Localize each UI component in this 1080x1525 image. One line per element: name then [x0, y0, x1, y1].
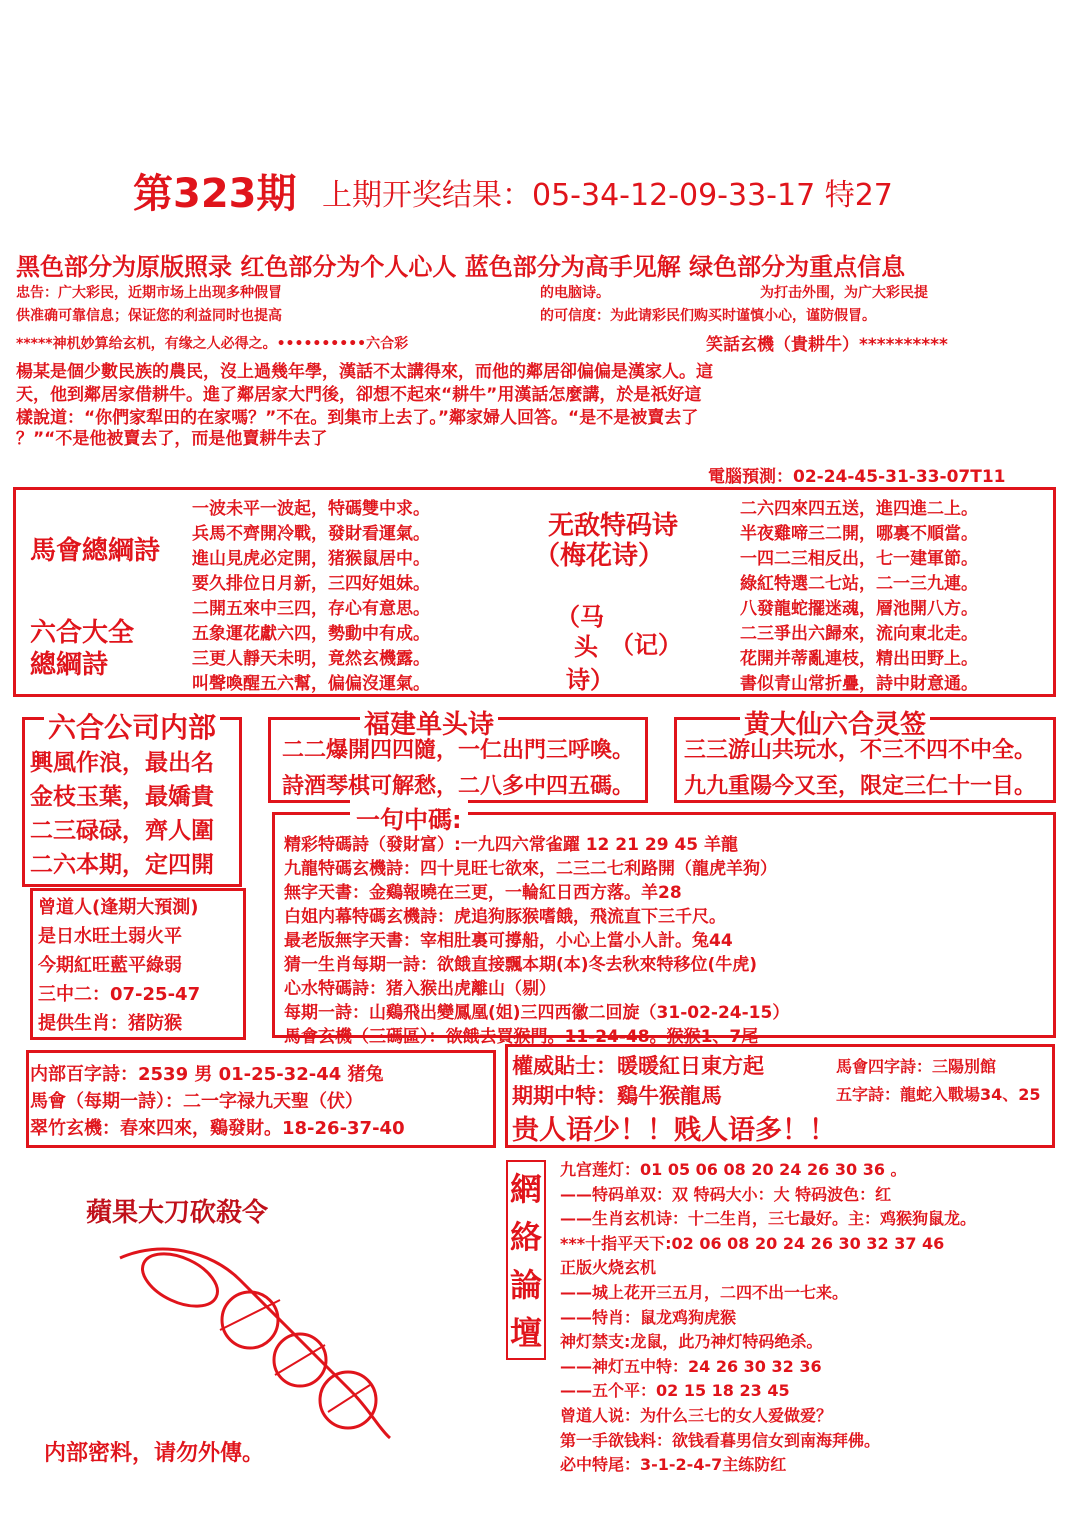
- text-line: 二六四來四五送，進四進二上。: [740, 499, 978, 519]
- poem-title-ji: （记）: [610, 631, 682, 659]
- notice-mid-2: 的可信度：为此请彩民们购买时谨慎小心，谨防假冒。: [540, 308, 876, 324]
- text-line: ——特码单双：双 特码大小：大 特码波色：红: [560, 1184, 892, 1204]
- notice-mid-1: 的电脑诗。: [540, 285, 610, 301]
- quanwei-right-2: 五字詩：龍蛇入戰場34、25: [836, 1085, 1041, 1104]
- joke-header-right: 笑話玄機（貴耕牛）**********: [706, 335, 948, 355]
- text-line: 二二爆開四四隨，一仁出門三呼喚。: [282, 738, 635, 763]
- text-line: 三中二：07-25-47: [38, 984, 201, 1005]
- text-line: 二開五來中三四，存心有意思。: [192, 599, 430, 619]
- neibu-line-1: 内部百字詩：2539 男 01-25-32-44 猪兔: [30, 1064, 384, 1085]
- text-line: ***十指平天下:02 06 08 20 24 26 30 32 37 46: [560, 1233, 945, 1253]
- text-line: 第一手欲钱料：欲钱看暮男信女到南海拜佛。: [560, 1430, 881, 1450]
- text-line: 兵馬不齊開冷戰，發財看運氣。: [192, 524, 430, 544]
- text-line: 九龍特碼玄機詩：四十見旺七欲來，二三二七利路開（龍虎羊狗）: [284, 859, 777, 879]
- poem-title-shi: 诗）: [566, 666, 614, 694]
- text-line: 白姐内幕特碼玄機詩：虎追狗豚猴嗜餓，飛流直下三千尺。: [284, 907, 726, 927]
- text-line: ——五个平：02 15 18 23 45: [560, 1381, 790, 1401]
- text-line: 綠紅特選二七站，二一三九連。: [740, 574, 978, 594]
- text-line: ——神灯五中特：24 26 30 32 36: [560, 1356, 822, 1376]
- quanwei-left-1: 權威貼士：暖暖紅日東方起: [512, 1054, 764, 1078]
- text-line: 曾道人(逢期大預測): [38, 897, 199, 918]
- text-line: 神灯禁支:龙鼠，此乃神灯特码绝杀。: [560, 1332, 823, 1352]
- poem-title-ma: （马: [556, 603, 604, 631]
- text-line: 詩酒琴棋可解愁，二八多中四五碼。: [282, 774, 635, 799]
- previous-result: 上期开奖结果：05-34-12-09-33-17 特27: [322, 178, 893, 213]
- text-line: 猜一生肖每期一詩：欲餓直接飄本期(本)冬去秋來特移位(牛虎): [284, 955, 758, 975]
- poem-title-liuhe: 六合大全: [30, 618, 135, 648]
- text-line: 三更人靜天未明，竟然玄機露。: [192, 649, 430, 669]
- neibu-line-2: 馬會（每期一詩）：二一字禄九天聖（伏）: [30, 1091, 363, 1112]
- notice-right-1: 为打击外围，为广大彩民提: [760, 285, 928, 301]
- forum-vertical-char: 壇: [510, 1314, 543, 1352]
- text-line: 一四二三相反出，七一建軍節。: [740, 549, 978, 569]
- text-line: 三三游山共玩水，不三不四不中全。: [684, 738, 1037, 763]
- color-legend: 黑色部分为原版照录 红色部分为个人心人 蓝色部分为高手见解 绿色部分为重点信息: [16, 253, 906, 281]
- text-line: 九宫莲灯：01 05 06 08 20 24 26 30 36 。: [560, 1160, 907, 1179]
- computer-prediction: 電腦預測：02-24-45-31-33-07T11: [708, 467, 1006, 487]
- company-title: 六合公司内部: [44, 706, 220, 746]
- issue-number: 第323期: [133, 171, 297, 217]
- text-line: 心水特碼詩：猪入猴出虎離山（剔）: [284, 979, 556, 999]
- notice-left-1: 忠告：广大彩民，近期市场上出现多种假冒: [16, 285, 282, 301]
- text-line: ——特肖：鼠龙鸡狗虎猴: [560, 1307, 737, 1327]
- text-line: 精彩特碼詩（發財富）:一九四六常雀躍 12 21 29 45 羊龍: [284, 835, 739, 855]
- text-line: 書似青山常折疊，詩中財意通。: [740, 674, 978, 694]
- text-line: 興風作浪，最出名: [30, 750, 214, 776]
- joke-line: 樣說道：“你們家犁田的在家嗎？”不在。到集市上去了。”鄰家婦人回答。“是不是被賣去了: [16, 408, 699, 428]
- huangdaxian-title: 黄大仙六合灵签: [740, 704, 930, 741]
- text-line: 金枝玉葉，最嬌貴: [30, 784, 214, 810]
- text-line: 提供生肖：猪防猴: [38, 1013, 182, 1034]
- text-line: 九九重陽今又至，限定三仁十一目。: [684, 774, 1037, 799]
- joke-line: 楊某是個少數民族的農民，沒上過幾年學，漢話不太講得來，而他的鄰居卻偏偏是漢家人。這: [16, 362, 713, 382]
- slogan: 贵人语少！！贱人语多！！: [512, 1115, 836, 1146]
- text-line: 五象運花獻六四，勢動中有成。: [192, 624, 430, 644]
- text-line: 叫聲喚醒五六幫，偏偏沒運氣。: [192, 674, 430, 694]
- joke-line: ？”“不是他被賣去了，而是他賣耕牛去了: [16, 429, 328, 449]
- text-line: ——城上花开三五月，二四不出一七来。: [560, 1283, 849, 1302]
- text-line: 每期一詩：山鷄飛出變鳳凰(姐)三四西徽二回旋（31-02-24-15）: [284, 1003, 790, 1023]
- fujian-title: 福建单头诗: [360, 704, 498, 741]
- quanwei-right-1: 馬會四字詩：三陽別館: [836, 1057, 997, 1076]
- text-line: 八發龍蛇擺迷魂，層池開八方。: [740, 599, 978, 619]
- text-line: 二六本期，定四開: [30, 852, 214, 878]
- text-line: 必中特尾：3-1-2-4-7主练防红: [560, 1455, 787, 1475]
- poem-title-meihua: （梅花诗）: [534, 541, 665, 571]
- text-line: 正版火烧玄机: [560, 1258, 657, 1278]
- forum-vertical-char: 網: [510, 1170, 543, 1208]
- poem-title-zonggang: 總綱詩: [30, 650, 109, 680]
- text-line: 半夜雞啼三二開，哪裏不順當。: [740, 524, 978, 544]
- text-line: 馬會玄機（三碼區）：欲餓去買猴門。11-24-48。猴猴1、7尾: [284, 1027, 759, 1047]
- joke-line: 天，他到鄰居家借耕牛。進了鄰居家大門後，卻想不起來“耕牛”用漢話怎麼講，於是祇好這: [16, 385, 702, 405]
- joke-header-left: *****神机妙算给玄机，有缘之人必得之。••••••••••六合彩: [16, 336, 409, 352]
- apple-title: 蘋果大刀砍殺令: [86, 1198, 269, 1228]
- text-line: 進山見虎必定開，猪猴鼠居中。: [192, 549, 430, 569]
- text-line: 二三爭出六歸來，流向東北走。: [740, 624, 978, 644]
- text-line: 無字天書：金鷄報曉在三更，一輪紅日西方落。羊28: [284, 883, 682, 903]
- text-line: 最老版無字天書：宰相肚裏可撐船，小心上當小人計。兔44: [284, 931, 733, 951]
- poem-title-horse: 馬會總綱詩: [30, 536, 161, 566]
- knife-illustration: [100, 1240, 400, 1440]
- notice-left-2: 供准确可靠信息；保证您的利益同时也提高: [16, 308, 282, 324]
- poem-title-tou: 头: [574, 633, 598, 661]
- text-line: 今期紅旺藍平綠弱: [38, 955, 182, 976]
- text-line: 是日水旺土弱火平: [38, 926, 182, 947]
- text-line: 花開并蒂亂連枝，精出田野上。: [740, 649, 978, 669]
- apple-footer: 内部密料，请勿外傳。: [44, 1441, 265, 1466]
- text-line: 一波未平一波起，特碼雙中求。: [192, 499, 430, 519]
- text-line: 要久排位日月新，三四好姐妹。: [192, 574, 430, 594]
- text-line: ——生肖玄机诗：十二生肖，三七最好。主：鸡猴狗鼠龙。: [560, 1209, 977, 1229]
- text-line: 曾道人说：为什么三七的女人爱做爱？: [560, 1406, 833, 1425]
- neibu-line-3: 翠竹玄機：春來四來，鷄發財。18-26-37-40: [30, 1118, 405, 1139]
- quanwei-left-2: 期期中特：鷄牛猴龍馬: [512, 1084, 722, 1108]
- yiju-title: 一句中碼:: [350, 800, 468, 835]
- forum-vertical-char: 論: [510, 1266, 543, 1304]
- forum-vertical-char: 絡: [510, 1218, 543, 1256]
- poem-title-wudi: 无敌特码诗: [548, 511, 679, 541]
- text-line: 二三碌碌，齊人圍: [30, 818, 214, 844]
